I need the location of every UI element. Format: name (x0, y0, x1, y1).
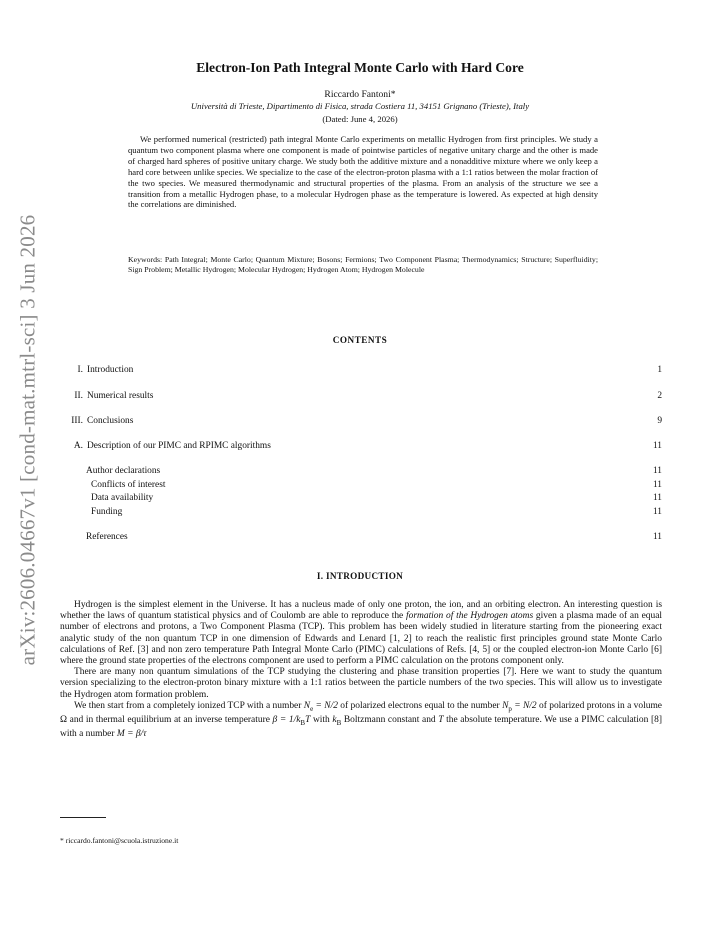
toc-entry-author-declarations[interactable] (70, 465, 662, 477)
author-affiliation: Università di Trieste, Dipartimento di Fisica, strada Costiera 11, 34151 Grignano (Trieste), Italy (190, 101, 530, 111)
toc-entry-appendix-a[interactable] (70, 440, 662, 452)
toc-label: Introduction (87, 365, 134, 375)
arxiv-identifier: arXiv:2606.04667v1 [cond-mat.mtrl-sci] 3 Jun 2026 (15, 214, 40, 666)
toc-entry-introduction[interactable] (70, 364, 662, 376)
intro-paragraph-3: We then start from a completely ionized TCP with a number $N_e = N/2$ of polarized electrons equal to the number $N_p = N/2$ of polarized protons in a volume Ω and in thermal equilibrium at an inverse temperature $\beta = 1/k_BT$ with $k_B$ Boltzmann constant and T the absolute temperature. We use a PIMC calculation [8] with a number M = β/τ (60, 700, 663, 740)
toc-page: 2 (657, 391, 662, 401)
toc-entry-conclusions[interactable] (70, 415, 662, 427)
arxiv-sidebar (14, 210, 42, 670)
intro-paragraph-2: There are many non quantum simulations of the TCP studying the clustering and phase transition properties [7]. Here we want to study the quantum version specializing to the electron-proton binary mixture with a 1:1 ratios between the particle numbers of the two species. This will allow us to investigate the Hydrogen atom formation problem. (60, 667, 662, 700)
toc-label: Conflicts of interest (91, 480, 166, 490)
toc-entry-funding[interactable] (70, 506, 662, 518)
toc-page: 11 (652, 507, 662, 517)
contents-heading: CONTENTS (332, 335, 388, 345)
toc-label: Data availability (91, 493, 154, 503)
paper-title: Electron-Ion Path Integral Monte Carlo with Hard Core (196, 60, 524, 75)
section-heading-introduction: I. INTRODUCTION (316, 571, 404, 581)
toc-label: Numerical results (87, 391, 154, 401)
toc-label: References (86, 532, 128, 542)
abstract: We performed numerical (restricted) path integral Monte Carlo experiments on metallic Hydrogen from first principles. We study a quantum two component plasma where one component is made of pointwise particles of negative unitary charge and the other is made of charged hard spheres of positive unitary charge. We study both the additive mixture and a nonadditive mixture where we only keep a hard core between unlike species. We specialize to the case of the electron-proton plasma with a 1:1 ratios between the molar fraction of the two species. We measured thermodynamic and structural properties of the plasma. From an analysis of the structure we see a transition from a metallic Hydrogen phase, to a molecular Hydrogen phase as the temperature is lowered. As expected at high density the correlations are diminished. (128, 134, 598, 210)
toc-page: 11 (652, 480, 662, 490)
toc-page: 9 (657, 416, 662, 426)
toc-entry-numerical-results[interactable] (70, 390, 662, 402)
toc-page: 11 (652, 493, 662, 503)
emphasis-text: formation of the Hydrogen atoms (406, 611, 534, 622)
toc-number: III. (71, 416, 83, 426)
introduction-body (60, 600, 662, 740)
toc-page: 11 (652, 532, 662, 542)
toc-number: A. (73, 441, 83, 451)
toc-label: Funding (91, 507, 123, 517)
toc-entry-data-availability[interactable] (70, 492, 662, 504)
toc-entry-conflicts[interactable] (70, 479, 662, 491)
footnote-rule (60, 817, 106, 818)
author-name: Riccardo Fantoni* (324, 89, 396, 100)
toc-page: 1 (657, 365, 662, 375)
toc-label: Conclusions (87, 416, 134, 426)
toc-label: Description of our PIMC and RPIMC algorithms (87, 441, 271, 451)
footnote-email[interactable]: * riccardo.fantoni@scuola.istruzione.it (60, 836, 179, 845)
toc-entry-references[interactable] (70, 531, 662, 543)
date-line: (Dated: June 4, 2026) (322, 114, 398, 124)
toc-label: Author declarations (86, 466, 161, 476)
toc-page: 11 (652, 441, 662, 451)
toc-number: I. (77, 365, 83, 375)
intro-paragraph-1: Hydrogen is the simplest element in the Universe. It has a nucleus made of only one proton, the ion, and an orbiting electron. An interesting question is whether the laws of quantum statistical physics and of Coulomb are able to reproduce the formation of the Hydrogen atoms given a plasma made of an equal number of electrons and protons, a Two Component Plasma (TCP). This problem has been widely studied in literature starting from the pioneering exact analytic study of the non quantum TCP in one dimension of Edwards and Lenard [1, 2] to reach the realistic first principles ground state Monte Carlo calculations of Ref. [3] and non zero temperature Path Integral Monte Carlo (PIMC) calculations of Refs. [4, 5] or the coupled electron-ion Monte Carlo [6] where the ground state properties of the electrons component are used to perform a PIMC calculation on the protons component only. (60, 600, 663, 667)
toc-page: 11 (652, 466, 662, 476)
keywords: Keywords: Path Integral; Monte Carlo; Quantum Mixture; Bosons; Fermions; Two Component Plasma; Thermodynamics; Structure; Superfluidity; Sign Problem; Metallic Hydrogen; Molecular Hydrogen; Hydrogen Atom; Hydrogen Molecule (128, 255, 598, 274)
toc-number: II. (74, 391, 83, 401)
